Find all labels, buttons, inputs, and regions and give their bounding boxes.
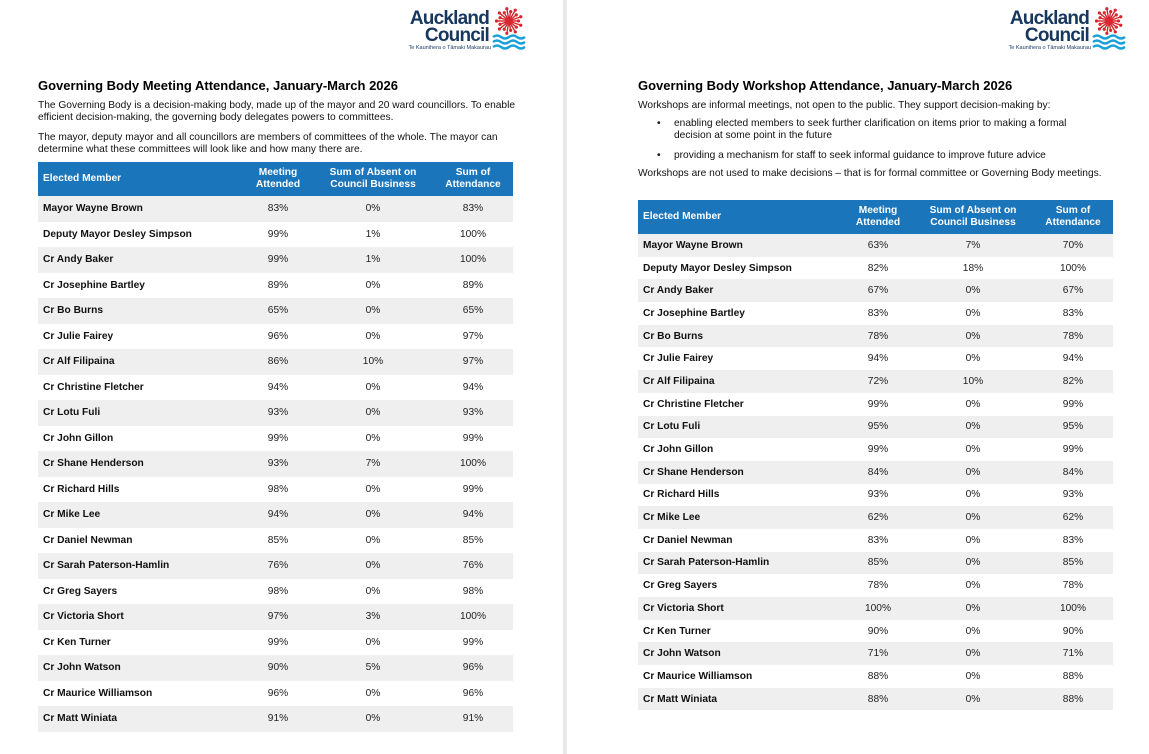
column-header-member: Elected Member xyxy=(38,162,243,196)
page-meetings xyxy=(0,0,563,754)
cell-sum-of-attendance: 95% xyxy=(1033,416,1113,439)
cell-meeting-attended: 90% xyxy=(243,655,313,681)
logo-word-2: Council xyxy=(1024,25,1089,46)
cell-meeting-attended: 98% xyxy=(243,579,313,605)
cell-member-name: Cr Bo Burns xyxy=(38,298,243,324)
table-row xyxy=(638,279,1113,302)
cell-absent-on-council-business: 0% xyxy=(313,502,433,528)
cell-member-name: Cr Josephine Bartley xyxy=(38,273,243,299)
cell-meeting-attended: 96% xyxy=(243,681,313,707)
cell-sum-of-attendance: 90% xyxy=(1033,620,1113,643)
cell-absent-on-council-business: 0% xyxy=(313,273,433,299)
cell-absent-on-council-business: 0% xyxy=(913,393,1033,416)
table-row xyxy=(38,502,513,528)
table-row xyxy=(38,681,513,707)
meetings-committees-paragraph: The mayor, deputy mayor and all councillors are members of committees of the whole. The mayor can determine what these committees will look like and how many there are. xyxy=(38,132,498,155)
cell-sum-of-attendance: 85% xyxy=(1033,552,1113,575)
cell-member-name: Cr Shane Henderson xyxy=(638,461,843,484)
table-row xyxy=(38,655,513,681)
cell-member-name: Cr John Gillon xyxy=(38,426,243,452)
bullet-icon: • xyxy=(657,118,661,129)
cell-absent-on-council-business: 0% xyxy=(913,461,1033,484)
cell-meeting-attended: 95% xyxy=(843,416,913,439)
cell-sum-of-attendance: 85% xyxy=(433,528,513,554)
cell-meeting-attended: 93% xyxy=(843,484,913,507)
cell-sum-of-attendance: 100% xyxy=(1033,597,1113,620)
cell-sum-of-attendance: 83% xyxy=(433,196,513,222)
cell-meeting-attended: 65% xyxy=(243,298,313,324)
table-row xyxy=(638,506,1113,529)
cell-sum-of-attendance: 100% xyxy=(433,222,513,248)
logo-word-1: Auckland xyxy=(409,8,489,29)
cell-member-name: Cr Julie Fairey xyxy=(638,347,843,370)
cell-member-name: Cr Alf Filipaina xyxy=(38,349,243,375)
cell-absent-on-council-business: 0% xyxy=(313,477,433,503)
cell-absent-on-council-business: 0% xyxy=(913,574,1033,597)
cell-sum-of-attendance: 97% xyxy=(433,349,513,375)
cell-member-name: Deputy Mayor Desley Simpson xyxy=(38,222,243,248)
table-row xyxy=(38,451,513,477)
column-header-attendance: Sum of Attendance xyxy=(1033,200,1113,234)
cell-member-name: Cr Andy Baker xyxy=(638,279,843,302)
cell-member-name: Cr Maurice Williamson xyxy=(38,681,243,707)
cell-absent-on-council-business: 1% xyxy=(313,222,433,248)
table-row xyxy=(638,234,1113,257)
table-row xyxy=(38,247,513,273)
cell-sum-of-attendance: 100% xyxy=(1033,257,1113,280)
cell-meeting-attended: 78% xyxy=(843,325,913,348)
bullet-text: enabling elected members to seek further clarification on items prior to making a formal decision at some point in the future xyxy=(674,118,1067,141)
cell-sum-of-attendance: 96% xyxy=(433,655,513,681)
cell-absent-on-council-business: 10% xyxy=(913,370,1033,393)
cell-absent-on-council-business: 0% xyxy=(913,347,1033,370)
cell-absent-on-council-business: 0% xyxy=(313,196,433,222)
cell-sum-of-attendance: 78% xyxy=(1033,325,1113,348)
cell-sum-of-attendance: 94% xyxy=(433,375,513,401)
column-header-absent: Sum of Absent on Council Business xyxy=(313,162,433,196)
cell-member-name: Cr Shane Henderson xyxy=(38,451,243,477)
table-row xyxy=(638,438,1113,461)
auckland-council-logo xyxy=(405,7,530,55)
cell-sum-of-attendance: 65% xyxy=(433,298,513,324)
cell-sum-of-attendance: 76% xyxy=(433,553,513,579)
cell-sum-of-attendance: 89% xyxy=(433,273,513,299)
cell-meeting-attended: 94% xyxy=(843,347,913,370)
cell-sum-of-attendance: 83% xyxy=(1033,302,1113,325)
cell-meeting-attended: 71% xyxy=(843,642,913,665)
cell-meeting-attended: 85% xyxy=(243,528,313,554)
auckland-council-logo xyxy=(1005,7,1130,55)
table-row xyxy=(38,298,513,324)
table-row xyxy=(638,416,1113,439)
cell-member-name: Cr Ken Turner xyxy=(38,630,243,656)
cell-member-name: Cr Daniel Newman xyxy=(38,528,243,554)
cell-member-name: Cr Lotu Fuli xyxy=(638,416,843,439)
cell-meeting-attended: 99% xyxy=(243,247,313,273)
cell-member-name: Cr Lotu Fuli xyxy=(38,400,243,426)
cell-member-name: Mayor Wayne Brown xyxy=(38,196,243,222)
cell-meeting-attended: 90% xyxy=(843,620,913,643)
meetings-attendance-table xyxy=(38,162,513,732)
cell-member-name: Cr Greg Sayers xyxy=(38,579,243,605)
cell-meeting-attended: 99% xyxy=(243,630,313,656)
cell-meeting-attended: 67% xyxy=(843,279,913,302)
table-row xyxy=(638,370,1113,393)
cell-absent-on-council-business: 0% xyxy=(313,630,433,656)
column-header-absent: Sum of Absent on Council Business xyxy=(913,200,1033,234)
cell-meeting-attended: 72% xyxy=(843,370,913,393)
cell-absent-on-council-business: 0% xyxy=(913,325,1033,348)
cell-sum-of-attendance: 88% xyxy=(1033,688,1113,711)
cell-sum-of-attendance: 99% xyxy=(1033,393,1113,416)
cell-meeting-attended: 94% xyxy=(243,375,313,401)
table-row xyxy=(638,620,1113,643)
cell-member-name: Cr Julie Fairey xyxy=(38,324,243,350)
table-row xyxy=(638,461,1113,484)
cell-sum-of-attendance: 94% xyxy=(1033,347,1113,370)
cell-meeting-attended: 88% xyxy=(843,665,913,688)
cell-meeting-attended: 85% xyxy=(843,552,913,575)
workshops-attendance-table xyxy=(638,200,1113,710)
logo-tagline: Te Kaunihera o Tāmaki Makaurau xyxy=(408,45,491,51)
column-header-attendance: Sum of Attendance xyxy=(433,162,513,196)
table-row xyxy=(638,597,1113,620)
bullet-icon: • xyxy=(657,150,661,161)
cell-absent-on-council-business: 7% xyxy=(913,234,1033,257)
cell-absent-on-council-business: 0% xyxy=(913,642,1033,665)
cell-member-name: Cr Andy Baker xyxy=(38,247,243,273)
cell-sum-of-attendance: 62% xyxy=(1033,506,1113,529)
cell-absent-on-council-business: 0% xyxy=(913,688,1033,711)
cell-meeting-attended: 91% xyxy=(243,706,313,732)
cell-member-name: Cr Matt Winiata xyxy=(638,688,843,711)
table-row xyxy=(38,273,513,299)
cell-sum-of-attendance: 67% xyxy=(1033,279,1113,302)
table-row xyxy=(38,324,513,350)
cell-absent-on-council-business: 0% xyxy=(913,552,1033,575)
cell-sum-of-attendance: 100% xyxy=(433,451,513,477)
bullet-text: providing a mechanism for staff to seek informal guidance to improve future advice xyxy=(674,150,1046,161)
cell-member-name: Cr Alf Filipaina xyxy=(638,370,843,393)
cell-meeting-attended: 63% xyxy=(843,234,913,257)
cell-sum-of-attendance: 98% xyxy=(433,579,513,605)
cell-absent-on-council-business: 5% xyxy=(313,655,433,681)
cell-member-name: Cr Christine Fletcher xyxy=(638,393,843,416)
cell-member-name: Cr John Watson xyxy=(638,642,843,665)
cell-member-name: Cr John Gillon xyxy=(638,438,843,461)
cell-meeting-attended: 100% xyxy=(843,597,913,620)
table-row xyxy=(638,552,1113,575)
meetings-intro-paragraph: The Governing Body is a decision-making body, made up of the mayor and 20 ward councillors. To enable efficient decision-making, the governing body delegates powers to committees. xyxy=(38,100,516,123)
cell-sum-of-attendance: 84% xyxy=(1033,461,1113,484)
cell-meeting-attended: 78% xyxy=(843,574,913,597)
table-row xyxy=(38,222,513,248)
table-row xyxy=(38,630,513,656)
cell-meeting-attended: 84% xyxy=(843,461,913,484)
cell-sum-of-attendance: 93% xyxy=(433,400,513,426)
table-row xyxy=(638,529,1113,552)
cell-member-name: Mayor Wayne Brown xyxy=(638,234,843,257)
logo-tagline: Te Kaunihera o Tāmaki Makaurau xyxy=(1008,45,1091,51)
workshops-outro-paragraph: Workshops are not used to make decisions – that is for formal committee or Governing Body meetings. xyxy=(638,168,1102,179)
cell-sum-of-attendance: 82% xyxy=(1033,370,1113,393)
pohutukawa-flower-icon xyxy=(1089,7,1129,53)
workshops-bullet-2 xyxy=(657,150,1114,162)
cell-member-name: Cr Sarah Paterson-Hamlin xyxy=(638,552,843,575)
cell-meeting-attended: 94% xyxy=(243,502,313,528)
cell-absent-on-council-business: 0% xyxy=(913,620,1033,643)
logo-word-2: Council xyxy=(424,25,489,46)
cell-absent-on-council-business: 10% xyxy=(313,349,433,375)
pohutukawa-flower-icon xyxy=(489,7,529,53)
cell-absent-on-council-business: 0% xyxy=(313,553,433,579)
cell-absent-on-council-business: 3% xyxy=(313,604,433,630)
column-header-member: Elected Member xyxy=(638,200,843,234)
table-row xyxy=(38,579,513,605)
cell-member-name: Cr Christine Fletcher xyxy=(38,375,243,401)
table-row xyxy=(38,196,513,222)
cell-sum-of-attendance: 93% xyxy=(1033,484,1113,507)
cell-meeting-attended: 83% xyxy=(243,196,313,222)
cell-sum-of-attendance: 78% xyxy=(1033,574,1113,597)
cell-absent-on-council-business: 0% xyxy=(313,681,433,707)
cell-meeting-attended: 93% xyxy=(243,400,313,426)
table-row xyxy=(38,375,513,401)
table-row xyxy=(638,642,1113,665)
cell-meeting-attended: 99% xyxy=(243,426,313,452)
cell-member-name: Cr Maurice Williamson xyxy=(638,665,843,688)
cell-meeting-attended: 83% xyxy=(843,302,913,325)
workshops-intro-paragraph: Workshops are informal meetings, not open to the public. They support decision-making by: xyxy=(638,100,1051,111)
cell-member-name: Cr Bo Burns xyxy=(638,325,843,348)
cell-member-name: Cr Victoria Short xyxy=(638,597,843,620)
cell-sum-of-attendance: 100% xyxy=(433,247,513,273)
workshops-bullet-1 xyxy=(657,118,1094,141)
cell-member-name: Cr Mike Lee xyxy=(638,506,843,529)
cell-member-name: Cr Daniel Newman xyxy=(638,529,843,552)
cell-sum-of-attendance: 71% xyxy=(1033,642,1113,665)
cell-meeting-attended: 93% xyxy=(243,451,313,477)
cell-meeting-attended: 62% xyxy=(843,506,913,529)
table-row xyxy=(638,302,1113,325)
cell-meeting-attended: 86% xyxy=(243,349,313,375)
cell-sum-of-attendance: 83% xyxy=(1033,529,1113,552)
cell-meeting-attended: 82% xyxy=(843,257,913,280)
cell-absent-on-council-business: 0% xyxy=(913,484,1033,507)
table-row xyxy=(638,325,1113,348)
cell-meeting-attended: 99% xyxy=(243,222,313,248)
cell-member-name: Cr Ken Turner xyxy=(638,620,843,643)
cell-absent-on-council-business: 0% xyxy=(913,279,1033,302)
cell-sum-of-attendance: 99% xyxy=(433,630,513,656)
cell-absent-on-council-business: 0% xyxy=(313,426,433,452)
table-row xyxy=(38,553,513,579)
table-row xyxy=(38,426,513,452)
cell-absent-on-council-business: 0% xyxy=(313,579,433,605)
cell-meeting-attended: 83% xyxy=(843,529,913,552)
table-row xyxy=(38,349,513,375)
cell-absent-on-council-business: 1% xyxy=(313,247,433,273)
cell-absent-on-council-business: 0% xyxy=(913,302,1033,325)
table-row xyxy=(38,706,513,732)
cell-member-name: Cr Richard Hills xyxy=(38,477,243,503)
table-row xyxy=(38,604,513,630)
cell-absent-on-council-business: 7% xyxy=(313,451,433,477)
cell-sum-of-attendance: 88% xyxy=(1033,665,1113,688)
cell-meeting-attended: 99% xyxy=(843,438,913,461)
cell-sum-of-attendance: 70% xyxy=(1033,234,1113,257)
workshops-title: Governing Body Workshop Attendance, January-March 2026 xyxy=(638,78,1013,93)
cell-meeting-attended: 98% xyxy=(243,477,313,503)
column-header-attended: Meeting Attended xyxy=(843,200,913,234)
cell-sum-of-attendance: 94% xyxy=(433,502,513,528)
cell-sum-of-attendance: 99% xyxy=(1033,438,1113,461)
cell-meeting-attended: 96% xyxy=(243,324,313,350)
cell-absent-on-council-business: 0% xyxy=(313,375,433,401)
cell-meeting-attended: 97% xyxy=(243,604,313,630)
cell-member-name: Cr John Watson xyxy=(38,655,243,681)
cell-absent-on-council-business: 0% xyxy=(913,506,1033,529)
cell-absent-on-council-business: 0% xyxy=(313,400,433,426)
page-workshops xyxy=(567,0,1149,754)
cell-absent-on-council-business: 0% xyxy=(913,597,1033,620)
cell-absent-on-council-business: 0% xyxy=(313,528,433,554)
table-row xyxy=(638,347,1113,370)
table-header-row xyxy=(38,162,513,196)
cell-member-name: Cr Greg Sayers xyxy=(638,574,843,597)
cell-absent-on-council-business: 0% xyxy=(913,438,1033,461)
cell-meeting-attended: 99% xyxy=(843,393,913,416)
cell-member-name: Cr Victoria Short xyxy=(38,604,243,630)
cell-absent-on-council-business: 0% xyxy=(313,324,433,350)
table-row xyxy=(638,393,1113,416)
table-row xyxy=(638,665,1113,688)
cell-sum-of-attendance: 97% xyxy=(433,324,513,350)
table-row xyxy=(38,400,513,426)
meetings-title: Governing Body Meeting Attendance, January-March 2026 xyxy=(38,78,398,93)
cell-sum-of-attendance: 91% xyxy=(433,706,513,732)
cell-member-name: Cr Mike Lee xyxy=(38,502,243,528)
table-header-row xyxy=(638,200,1113,234)
cell-absent-on-council-business: 0% xyxy=(313,706,433,732)
cell-absent-on-council-business: 0% xyxy=(913,529,1033,552)
cell-absent-on-council-business: 0% xyxy=(913,416,1033,439)
cell-absent-on-council-business: 0% xyxy=(313,298,433,324)
cell-sum-of-attendance: 96% xyxy=(433,681,513,707)
table-row xyxy=(638,574,1113,597)
cell-meeting-attended: 88% xyxy=(843,688,913,711)
cell-sum-of-attendance: 99% xyxy=(433,426,513,452)
table-row xyxy=(638,484,1113,507)
table-row xyxy=(38,528,513,554)
cell-meeting-attended: 76% xyxy=(243,553,313,579)
cell-absent-on-council-business: 18% xyxy=(913,257,1033,280)
table-row xyxy=(638,257,1113,280)
cell-member-name: Cr Josephine Bartley xyxy=(638,302,843,325)
table-row xyxy=(638,688,1113,711)
column-header-attended: Meeting Attended xyxy=(243,162,313,196)
cell-member-name: Cr Matt Winiata xyxy=(38,706,243,732)
table-row xyxy=(38,477,513,503)
cell-sum-of-attendance: 99% xyxy=(433,477,513,503)
cell-sum-of-attendance: 100% xyxy=(433,604,513,630)
logo-word-1: Auckland xyxy=(1009,8,1089,29)
cell-absent-on-council-business: 0% xyxy=(913,665,1033,688)
cell-member-name: Cr Sarah Paterson-Hamlin xyxy=(38,553,243,579)
cell-meeting-attended: 89% xyxy=(243,273,313,299)
cell-member-name: Deputy Mayor Desley Simpson xyxy=(638,257,843,280)
cell-member-name: Cr Richard Hills xyxy=(638,484,843,507)
